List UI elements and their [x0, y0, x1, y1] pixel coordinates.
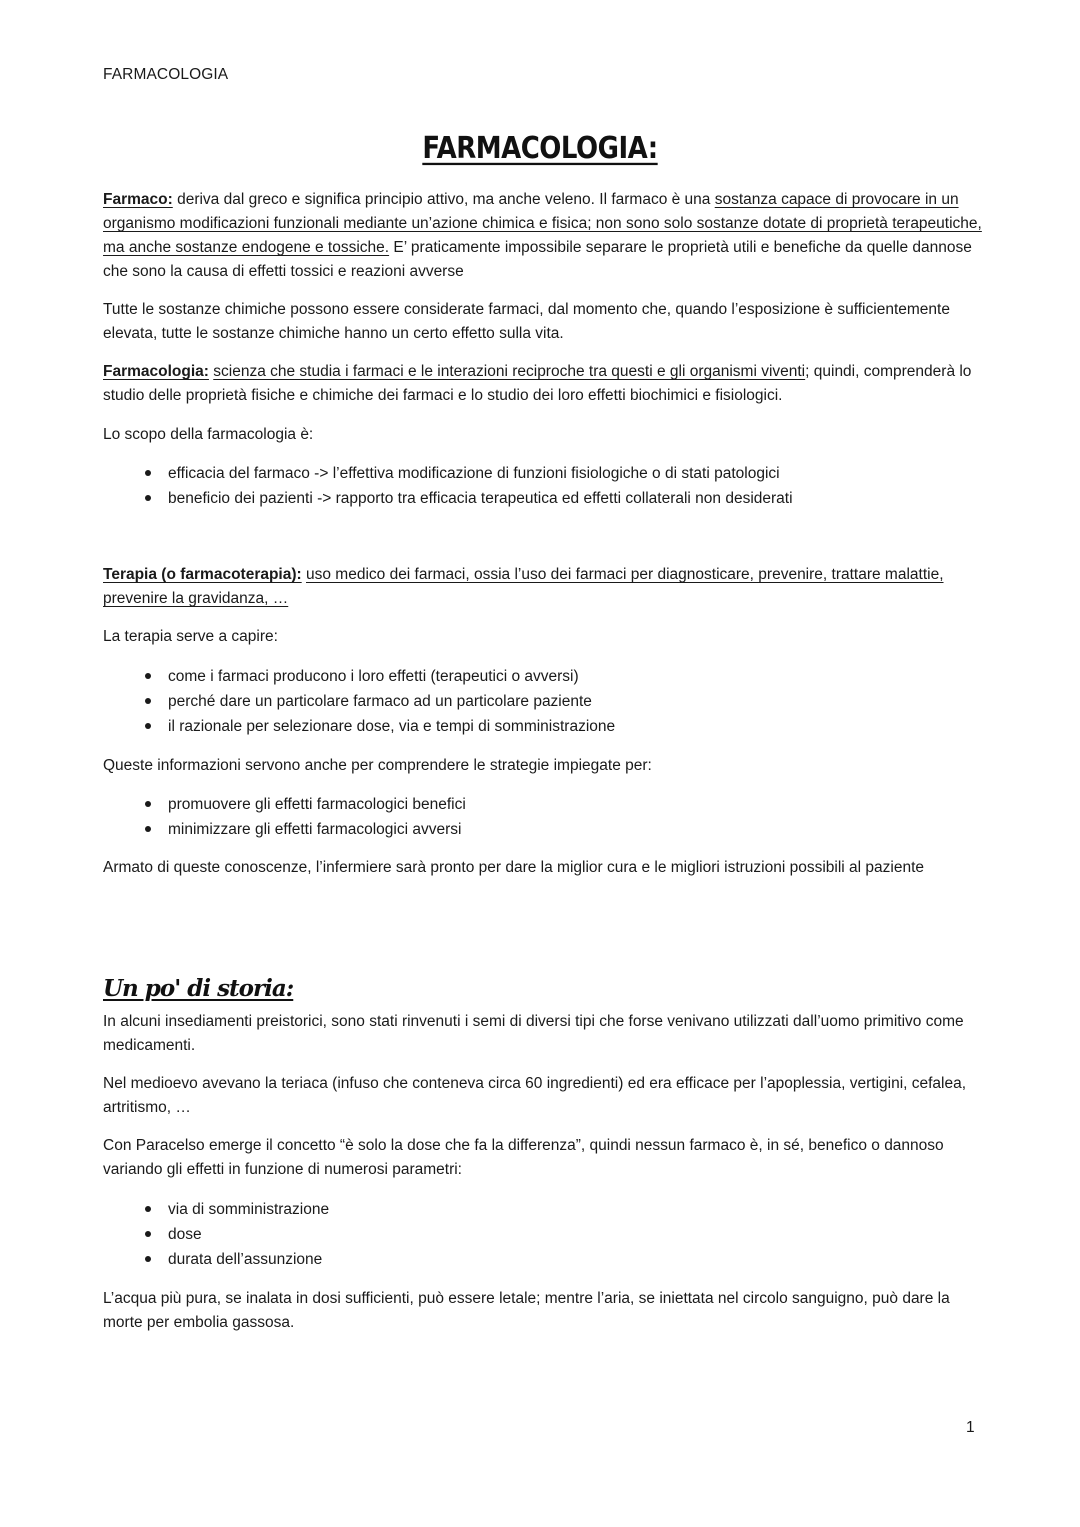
storia-p3-text: Con Paracelso emerge il concetto “è solo la dose che fa la differenza”, quindi nessun farmaco è, in sé, benefico o dannoso variando gli effetti in funzione di numerosi parametri:: [103, 1137, 944, 1178]
farmacologia-definition: [103, 360, 983, 408]
bullet-icon: [145, 826, 151, 832]
terapia-intro: [103, 625, 983, 649]
storia-paragraph-1: [103, 1010, 983, 1058]
scopo-intro: [103, 423, 983, 447]
list-item: il razionale per selezionare dose, via e tempi di somministrazione: [103, 714, 983, 739]
list-item: efficacia del farmaco -> l’effettiva modificazione di funzioni fisiologiche o di stati patologici: [103, 461, 983, 486]
storia-paragraph-3: [103, 1134, 983, 1182]
list-item: via di somministrazione: [103, 1197, 983, 1222]
terapia-definition: [103, 563, 983, 611]
bullet-icon: [145, 1206, 151, 1212]
list-item: beneficio dei pazienti -> rapporto tra efficacia terapeutica ed effetti collaterali non desiderati: [103, 486, 983, 511]
section-title-storia: Un po' di storia:: [103, 975, 294, 1002]
strategie-intro-text: Queste informazioni servono anche per comprendere le strategie impiegate per:: [103, 757, 652, 774]
bullet-icon: [145, 673, 151, 679]
farmaco-text-2: E’ praticamente impossibile separare le proprietà utili e benefiche da quelle dannose che sono la causa di effetti tossici e reazioni avverse: [103, 239, 972, 280]
terapia-underlined: uso medico dei farmaci, ossia l’uso dei farmaci per diagnosticare, prevenire, trattare malattie, prevenire la gravidanza, …: [103, 566, 944, 607]
farmacologia-term: Farmacologia:: [103, 363, 209, 380]
armato-text: Armato di queste conoscenze, l’infermiere sarà pronto per dare la miglior cura e le migliori istruzioni possibili al paziente: [103, 859, 925, 876]
strategie-intro: [103, 754, 983, 778]
farmaco-definition: [103, 188, 983, 284]
bullet-icon: [145, 801, 151, 807]
armato-paragraph: [103, 856, 983, 880]
parametri-list: [103, 1197, 983, 1272]
scopo-intro-text: Lo scopo della farmacologia è:: [103, 426, 314, 443]
farmacologia-underlined: scienza che studia i farmaci e le interazioni reciproche tra questi e gli organismi viventi: [213, 363, 806, 380]
terapia-term: Terapia (o farmacoterapia):: [103, 566, 302, 583]
list-item: minimizzare gli effetti farmacologici avversi: [103, 817, 983, 842]
bullet-icon: [145, 495, 151, 501]
terapia-list: [103, 664, 983, 739]
terapia-intro-text: La terapia serve a capire:: [103, 628, 278, 645]
list-item: promuovere gli effetti farmacologici benefici: [103, 792, 983, 817]
bullet-icon: [145, 470, 151, 476]
scopo-list: [103, 461, 983, 511]
strategie-list: [103, 792, 983, 842]
storia-p2-text: Nel medioevo avevano la teriaca (infuso che conteneva circa 60 ingredienti) ed era efficace per l’apoplessia, vertigini, cefalea, artritismo, …: [103, 1075, 967, 1116]
farmaco-underlined: sostanza capace di provocare in un organismo modificazioni funzionali mediante un’azione chimica e fisica; non sono solo sostanze dotate di proprietà terapeutiche, ma anche sostanze endogene e tossiche.: [103, 191, 982, 256]
bullet-icon: [145, 1231, 151, 1237]
list-item: durata dell’assunzione: [103, 1247, 983, 1272]
farmaco-term: Farmaco:: [103, 191, 173, 208]
list-item: perché dare un particolare farmaco ad un particolare paziente: [103, 689, 983, 714]
sostanze-text: Tutte le sostanze chimiche possono essere considerate farmaci, dal momento che, quando l’esposizione è sufficientemente elevata, tutte le sostanze chimiche hanno un certo effetto sulla vita.: [103, 301, 950, 342]
bullet-icon: [145, 723, 151, 729]
bullet-icon: [145, 698, 151, 704]
storia-paragraph-2: [103, 1072, 983, 1120]
storia-p1-text: In alcuni insediamenti preistorici, sono stati rinvenuti i semi di diversi tipi che forse venivano utilizzati dall’uomo primitivo come medicamenti.: [103, 1013, 964, 1054]
list-item: dose: [103, 1222, 983, 1247]
storia-p4-text: L’acqua più pura, se inalata in dosi sufficienti, può essere letale; mentre l’aria, se iniettata nel circolo sanguigno, può dare la morte per embolia gassosa.: [103, 1290, 950, 1331]
farmacologia-text: ; quindi, comprenderà lo studio delle proprietà fisiche e chimiche dei farmaci e lo studio dei loro effetti biochimici e fisiologici.: [103, 363, 972, 404]
storia-paragraph-4: [103, 1287, 983, 1335]
list-item: come i farmaci producono i loro effetti (terapeutici o avversi): [103, 664, 983, 689]
page-number: 1: [966, 1419, 975, 1436]
sostanze-paragraph: [103, 298, 983, 346]
farmaco-text-1: deriva dal greco e significa principio attivo, ma anche veleno. Il farmaco è una: [172, 191, 715, 208]
running-header: FARMACOLOGIA: [103, 66, 229, 83]
bullet-icon: [145, 1256, 151, 1262]
document-title: FARMACOLOGIA:: [422, 131, 658, 167]
